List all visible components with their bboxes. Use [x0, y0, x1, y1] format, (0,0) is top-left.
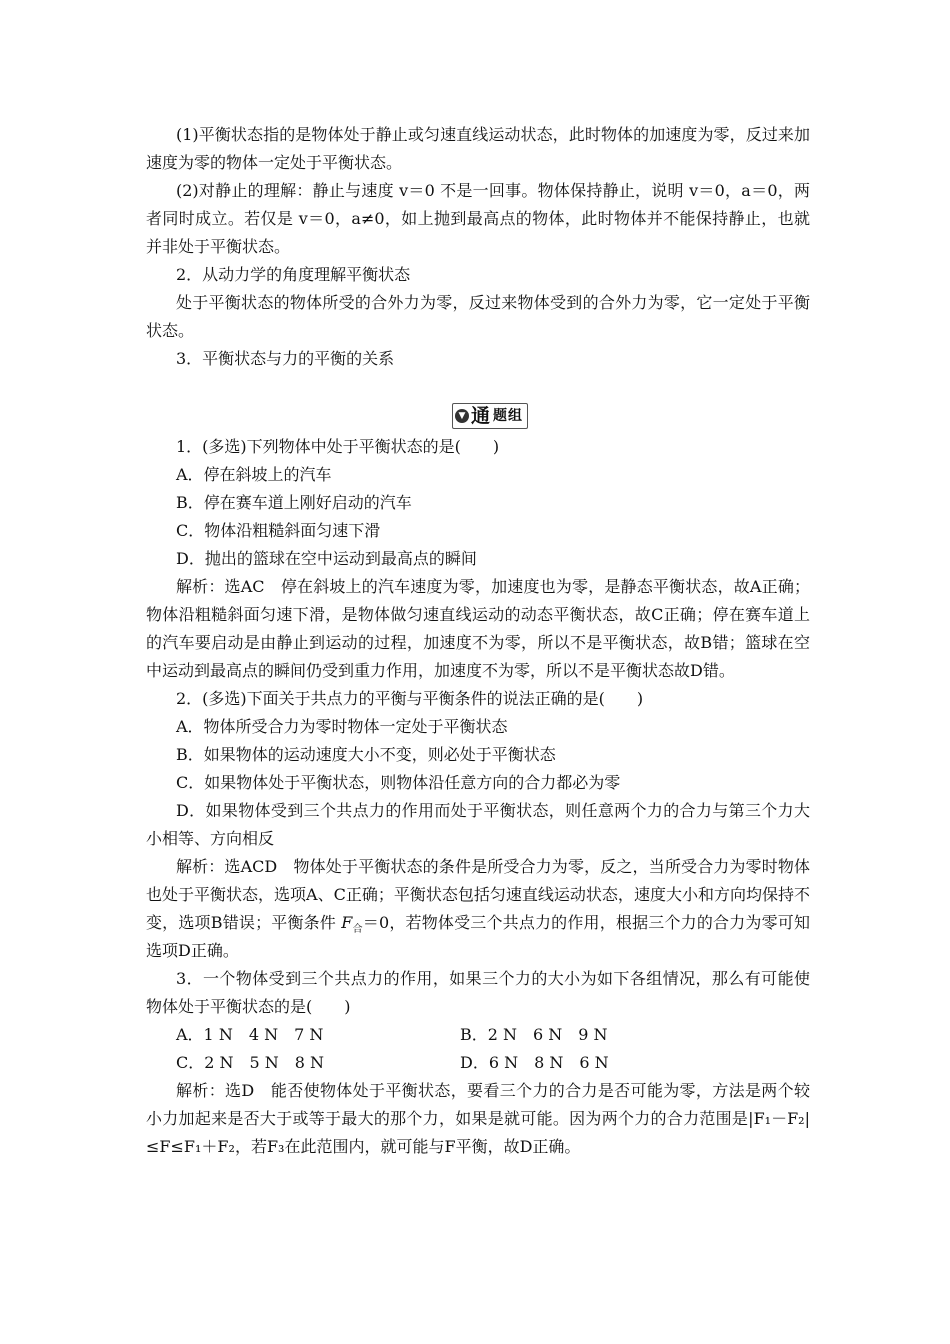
question-2-option-d: D．如果物体受到三个共点力的作用而处于平衡状态，则任意两个力的合力与第三个力大小相等、方向相反	[146, 801, 810, 848]
answer-text-part-2: ＝0，若物体受三个共点力的作用，根据三个力的合力为零可知选项D正确。	[146, 913, 810, 960]
intro-section	[146, 121, 810, 373]
intro-paragraph-3: 处于平衡状态的物体所受的合外力为零，反过来物体受到的合外力为零，它一定处于平衡状态。	[146, 293, 810, 340]
question-3-options-row-1	[146, 1021, 810, 1049]
question-2-option-c: C．如果物体处于平衡状态，则物体沿任意方向的合力都必为零	[176, 773, 621, 792]
questions-section	[146, 433, 810, 1161]
badge-small-text: 题组	[493, 408, 524, 424]
triangle-down-icon: ▼	[455, 409, 469, 423]
intro-paragraph-1: (1)平衡状态指的是物体处于静止或匀速直线运动状态，此时物体的加速度为零，反过来加速度为零的物体一定处于平衡状态。	[146, 125, 810, 172]
practice-group-badge	[452, 403, 528, 429]
question-3-options-row-2	[146, 1049, 810, 1077]
question-3-stem: 3．一个物体受到三个共点力的作用，如果三个力的大小为如下各组情况，那么有可能使物体处于平衡状态的是( )	[146, 969, 810, 1016]
intro-heading-3: 3．平衡状态与力的平衡的关系	[176, 349, 395, 368]
question-1-answer: 解析：选AC 停在斜坡上的汽车速度为零，加速度也为零，是静态平衡状态，故A正确；物体沿粗糙斜面匀速下滑，是物体做匀速直线运动的动态平衡状态，故C正确；停在赛车道上的汽车要启动是由静止到运动的过程，加速度不为零，所以不是平衡状态，故B错；篮球在空中运动到最高点的瞬间仍受到重力作用，加速度不为零，所以不是平衡状态故D错。	[146, 577, 810, 680]
force-subscript: 合	[352, 924, 363, 936]
force-symbol: F	[341, 913, 353, 932]
question-2-option-b: B．如果物体的运动速度大小不变，则必处于平衡状态	[176, 745, 556, 764]
question-2-answer	[146, 853, 810, 965]
question-2-option-a: A．物体所受合力为零时物体一定处于平衡状态	[176, 717, 508, 736]
question-3-option-c: C．2 N 5 N 8 N	[176, 1053, 325, 1072]
question-1-option-d: D．抛出的篮球在空中运动到最高点的瞬间	[176, 549, 477, 568]
question-3-option-a: A．1 N 4 N 7 N	[176, 1025, 324, 1044]
intro-paragraph-2: (2)对静止的理解：静止与速度 v＝0 不是一回事。物体保持静止，说明 v＝0，a＝0，两者同时成立。若仅是 v＝0，a≠0，如上抛到最高点的物体，此时物体并不能保持静止，也就并非处于平衡状态。	[146, 181, 810, 256]
intro-heading-2: 2．从动力学的角度理解平衡状态	[176, 265, 411, 284]
question-1-option-a: A．停在斜坡上的汽车	[176, 465, 332, 484]
badge-big-char: 通	[471, 405, 491, 427]
question-3-option-d: D．6 N 8 N 6 N	[460, 1053, 609, 1072]
question-1-option-b: B．停在赛车道上刚好启动的汽车	[176, 493, 412, 512]
answer-text-part-1: 解析：选ACD 物体处于平衡状态的条件是所受合力为零，反之，当所受合力为零时物体也处于平衡状态，选项A、C正确；平衡状态包括匀速直线运动状态，速度大小和方向均保持不变，选项B错误；平衡条件	[146, 857, 810, 932]
question-1-stem: 1．(多选)下列物体中处于平衡状态的是( )	[176, 437, 500, 456]
question-2-stem: 2．(多选)下面关于共点力的平衡与平衡条件的说法正确的是( )	[176, 689, 644, 708]
question-3-option-b: B．2 N 6 N 9 N	[460, 1025, 608, 1044]
question-3-answer: 解析：选D 能否使物体处于平衡状态，要看三个力的合力是否可能为零，方法是两个较小力加起来是否大于或等于最大的那个力，如果是就可能。因为两个力的合力范围是|F₁－F₂|≤F≤F₁＋F₂，若F₃在此范围内，就可能与F平衡，故D正确。	[146, 1081, 810, 1156]
question-1-option-c: C．物体沿粗糙斜面匀速下滑	[176, 521, 381, 540]
